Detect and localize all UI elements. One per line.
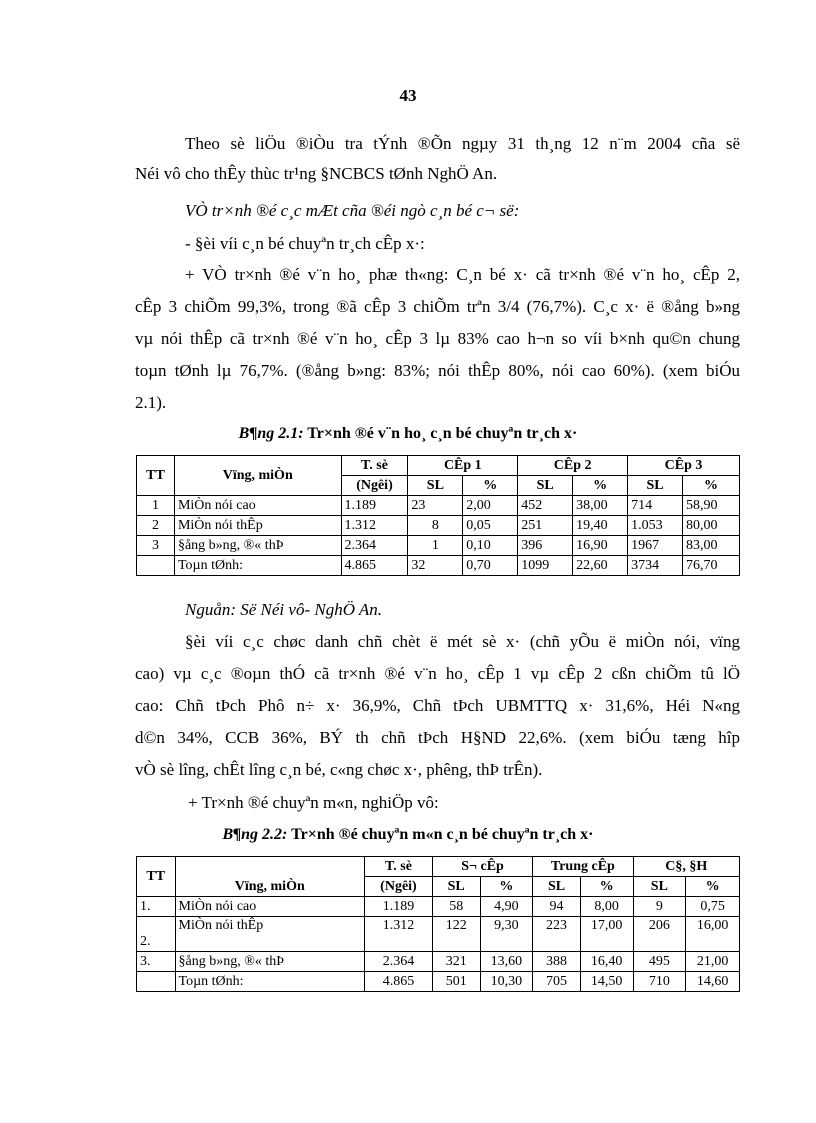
table-row — [137, 952, 740, 972]
table-cell: 710 — [633, 972, 686, 992]
table-row — [137, 516, 740, 536]
table-1-header-count-line-1: T. sè — [341, 456, 408, 476]
table-cell: 38,00 — [573, 496, 628, 516]
table-row — [137, 897, 740, 917]
table-row — [137, 536, 740, 556]
table-cell — [137, 972, 176, 992]
table-cell: 2,00 — [463, 496, 518, 516]
table-row-total — [137, 972, 740, 992]
table-cell: 14,60 — [686, 972, 740, 992]
table-cell: 1.189 — [365, 897, 433, 917]
table-cell: 4.865 — [365, 972, 433, 992]
table-cell: 0,05 — [463, 516, 518, 536]
table-cell: 321 — [432, 952, 480, 972]
paragraph-4-line-2: cÊp 3 chiÕm 99,3%, trong ®ã cÊp 3 chiÕm trªn 3/4 (76,7%). C¸c x· ë ®ång b»ng — [135, 297, 740, 316]
table-cell: 3734 — [628, 556, 683, 576]
table-cell: 1967 — [628, 536, 683, 556]
table-2-header-group-3: C§, §H — [633, 857, 739, 877]
table-1-header-sl: SL — [408, 476, 463, 496]
table-1-caption — [0, 425, 816, 443]
table-cell: 1 — [137, 496, 175, 516]
table-2-header-pct: % — [686, 877, 740, 897]
table-cell: 3 — [137, 536, 175, 556]
table-cell: 2.364 — [365, 952, 433, 972]
table-cell: 4,90 — [480, 897, 533, 917]
table-cell: 8 — [408, 516, 463, 536]
table-2-header-tt: TT — [137, 857, 176, 897]
table-cell: 251 — [518, 516, 573, 536]
paragraph-4-line-3: vµ nói thÊp cã tr×nh ®é v¨n ho¸ cÊp 3 lµ 83% cao h¬n so víi b×nh qu©n chung — [135, 329, 740, 348]
table-cell: MiÒn nói thÊp — [174, 516, 341, 536]
table-2-header-pct: % — [580, 877, 633, 897]
table-cell: 58 — [432, 897, 480, 917]
table-cell: Toµn tØnh: — [175, 972, 365, 992]
table-cell — [137, 556, 175, 576]
table-cell: 223 — [533, 917, 581, 952]
table-cell: 452 — [518, 496, 573, 516]
table-cell: MiÒn nói thÊp — [175, 917, 365, 952]
table-cell: 80,00 — [683, 516, 740, 536]
table-1-header-pct: % — [573, 476, 628, 496]
table-cell: 16,40 — [580, 952, 633, 972]
table-cell: 495 — [633, 952, 686, 972]
table-cell: 22,60 — [573, 556, 628, 576]
table-1-header-pct: % — [683, 476, 740, 496]
table-cell: 206 — [633, 917, 686, 952]
table-2-caption — [0, 826, 816, 844]
paragraph-5-line-2: cao) vµ c¸c ®oµn thÓ cã tr×nh ®é v¨n ho¸ cÊp 1 vµ cÊp 2 cßn chiÕm tû lÖ — [135, 664, 740, 683]
paragraph-5-line-5: vÒ sè lîng, chÊt lîng c¸n bé, c«ng chøc x·, phêng, thÞ trÊn). — [135, 760, 543, 779]
paragraph-4-line-4: toµn tØnh lµ 76,7%. (®ång b»ng: 83%; nói thÊp 80%, nói cao 60%). (xem biÓu — [135, 361, 740, 380]
table-cell: 1. — [137, 897, 176, 917]
table-cell: 16,00 — [686, 917, 740, 952]
table-cell: Toµn tØnh: — [174, 556, 341, 576]
paragraph-1-line-1: Theo sè liÖu ®iÒu tra tÝnh ®Õn ngµy 31 th¸ng 12 n¨m 2004 cña së — [185, 134, 740, 153]
subsection-heading-2: + Tr×nh ®é chuyªn m«n, nghiÖp vô: — [188, 793, 439, 812]
table-cell: 388 — [533, 952, 581, 972]
table-cell: 9,30 — [480, 917, 533, 952]
table-cell: 705 — [533, 972, 581, 992]
table-1-header-pct: % — [463, 476, 518, 496]
table-cell: 13,60 — [480, 952, 533, 972]
table-2 — [136, 856, 740, 992]
table-cell: MiÒn nói cao — [174, 496, 341, 516]
table-cell: 0,75 — [686, 897, 740, 917]
table-cell: 3. — [137, 952, 176, 972]
table-cell: 1099 — [518, 556, 573, 576]
table-cell: 1.053 — [628, 516, 683, 536]
table-cell: MiÒn nói cao — [175, 897, 365, 917]
table-2-header-sl: SL — [432, 877, 480, 897]
table-cell: 8,00 — [580, 897, 633, 917]
table-2-header-sl: SL — [533, 877, 581, 897]
table-row — [137, 496, 740, 516]
table-cell: 94 — [533, 897, 581, 917]
table-1-header-sl: SL — [628, 476, 683, 496]
table-cell: 2.364 — [341, 536, 408, 556]
table-1-header-region: Vïng, miÒn — [174, 456, 341, 496]
table-cell: 21,00 — [686, 952, 740, 972]
table-2-header-sl: SL — [633, 877, 686, 897]
table-cell: 23 — [408, 496, 463, 516]
table-2-header-region: Vïng, miÒn — [175, 857, 365, 897]
table-cell: 122 — [432, 917, 480, 952]
table-cell: §ång b»ng, ®« thÞ — [175, 952, 365, 972]
table-cell: 1.312 — [365, 917, 433, 952]
table-row — [137, 917, 740, 952]
page-number: 43 — [399, 86, 417, 105]
table-cell: 0,10 — [463, 536, 518, 556]
table-1-header-group-2: CÊp 2 — [518, 456, 628, 476]
table-cell: 9 — [633, 897, 686, 917]
table-2-header-count-line-1: T. sè — [365, 857, 433, 877]
table-row-total — [137, 556, 740, 576]
table-cell: 17,00 — [580, 917, 633, 952]
table-cell: 58,90 — [683, 496, 740, 516]
paragraph-5-line-4: d©n 34%, CCB 36%, BÝ th chñ tÞch H§ND 22,6%. (xem biÓu tæng hîp — [135, 728, 740, 747]
table-1 — [136, 455, 740, 576]
table-cell: 501 — [432, 972, 480, 992]
table-1-header-tt: TT — [137, 456, 175, 496]
table-cell: 32 — [408, 556, 463, 576]
table-cell: 83,00 — [683, 536, 740, 556]
table-1-header-sl: SL — [518, 476, 573, 496]
table-cell: 19,40 — [573, 516, 628, 536]
table-1-caption-text: Tr×nh ®é v¨n ho¸ c¸n bé chuyªn tr¸ch x· — [307, 425, 578, 442]
table-1-header-group-3: CÊp 3 — [628, 456, 740, 476]
section-heading-italic: VÒ tr×nh ®é c¸c mÆt cña ®éi ngò c¸n bé c¬ së: — [185, 201, 520, 220]
table-2-header-count-line-2: (Ngêi) — [365, 877, 433, 897]
paragraph-4-line-1: + VÒ tr×nh ®é v¨n ho¸ phæ th«ng: C¸n bé x· cã tr×nh ®é v¨n ho¸ cÊp 2, — [185, 265, 740, 284]
table-2-header-group-1: S¬ cÊp — [432, 857, 532, 877]
table-cell: 76,70 — [683, 556, 740, 576]
paragraph-1-line-2: Néi vô cho thÊy thùc tr¹ng §NCBCS tØnh NghÖ An. — [135, 164, 498, 183]
table-cell: 14,50 — [580, 972, 633, 992]
table-cell: 0,70 — [463, 556, 518, 576]
subsection-heading: - §èi víi c¸n bé chuyªn tr¸ch cÊp x·: — [185, 234, 425, 253]
table-cell: 396 — [518, 536, 573, 556]
table-cell: 10,30 — [480, 972, 533, 992]
table-2-caption-label: B¶ng 2.2: — [222, 826, 288, 843]
table-cell: 714 — [628, 496, 683, 516]
table-1-header-group-1: CÊp 1 — [408, 456, 518, 476]
table-cell: 4.865 — [341, 556, 408, 576]
table-cell: 1.189 — [341, 496, 408, 516]
table-2-caption-text: Tr×nh ®é chuyªn m«n c¸n bé chuyªn tr¸ch x· — [291, 826, 594, 843]
table-cell: 1 — [408, 536, 463, 556]
table-cell: §ång b»ng, ®« thÞ — [174, 536, 341, 556]
table-cell: 2. — [137, 917, 176, 952]
table-1-caption-label: B¶ng 2.1: — [238, 425, 304, 442]
table-cell: 16,90 — [573, 536, 628, 556]
table-cell: 1.312 — [341, 516, 408, 536]
table-2-header-group-2: Trung cÊp — [533, 857, 633, 877]
paragraph-4-line-5: 2.1). — [135, 393, 167, 412]
table-1-source: Nguån: Së Néi vô- NghÖ An. — [185, 600, 383, 619]
paragraph-5-line-3: cao: Chñ tÞch Phô n÷ x· 36,9%, Chñ tÞch UBMTTQ x· 31,6%, Héi N«ng — [135, 696, 740, 715]
paragraph-5-line-1: §èi víi c¸c chøc danh chñ chèt ë mét sè x· (chñ yÕu ë miÒn nói, vïng — [185, 632, 740, 651]
table-cell: 2 — [137, 516, 175, 536]
table-2-header-pct: % — [480, 877, 533, 897]
table-1-header-count-line-2: (Ngêi) — [341, 476, 408, 496]
